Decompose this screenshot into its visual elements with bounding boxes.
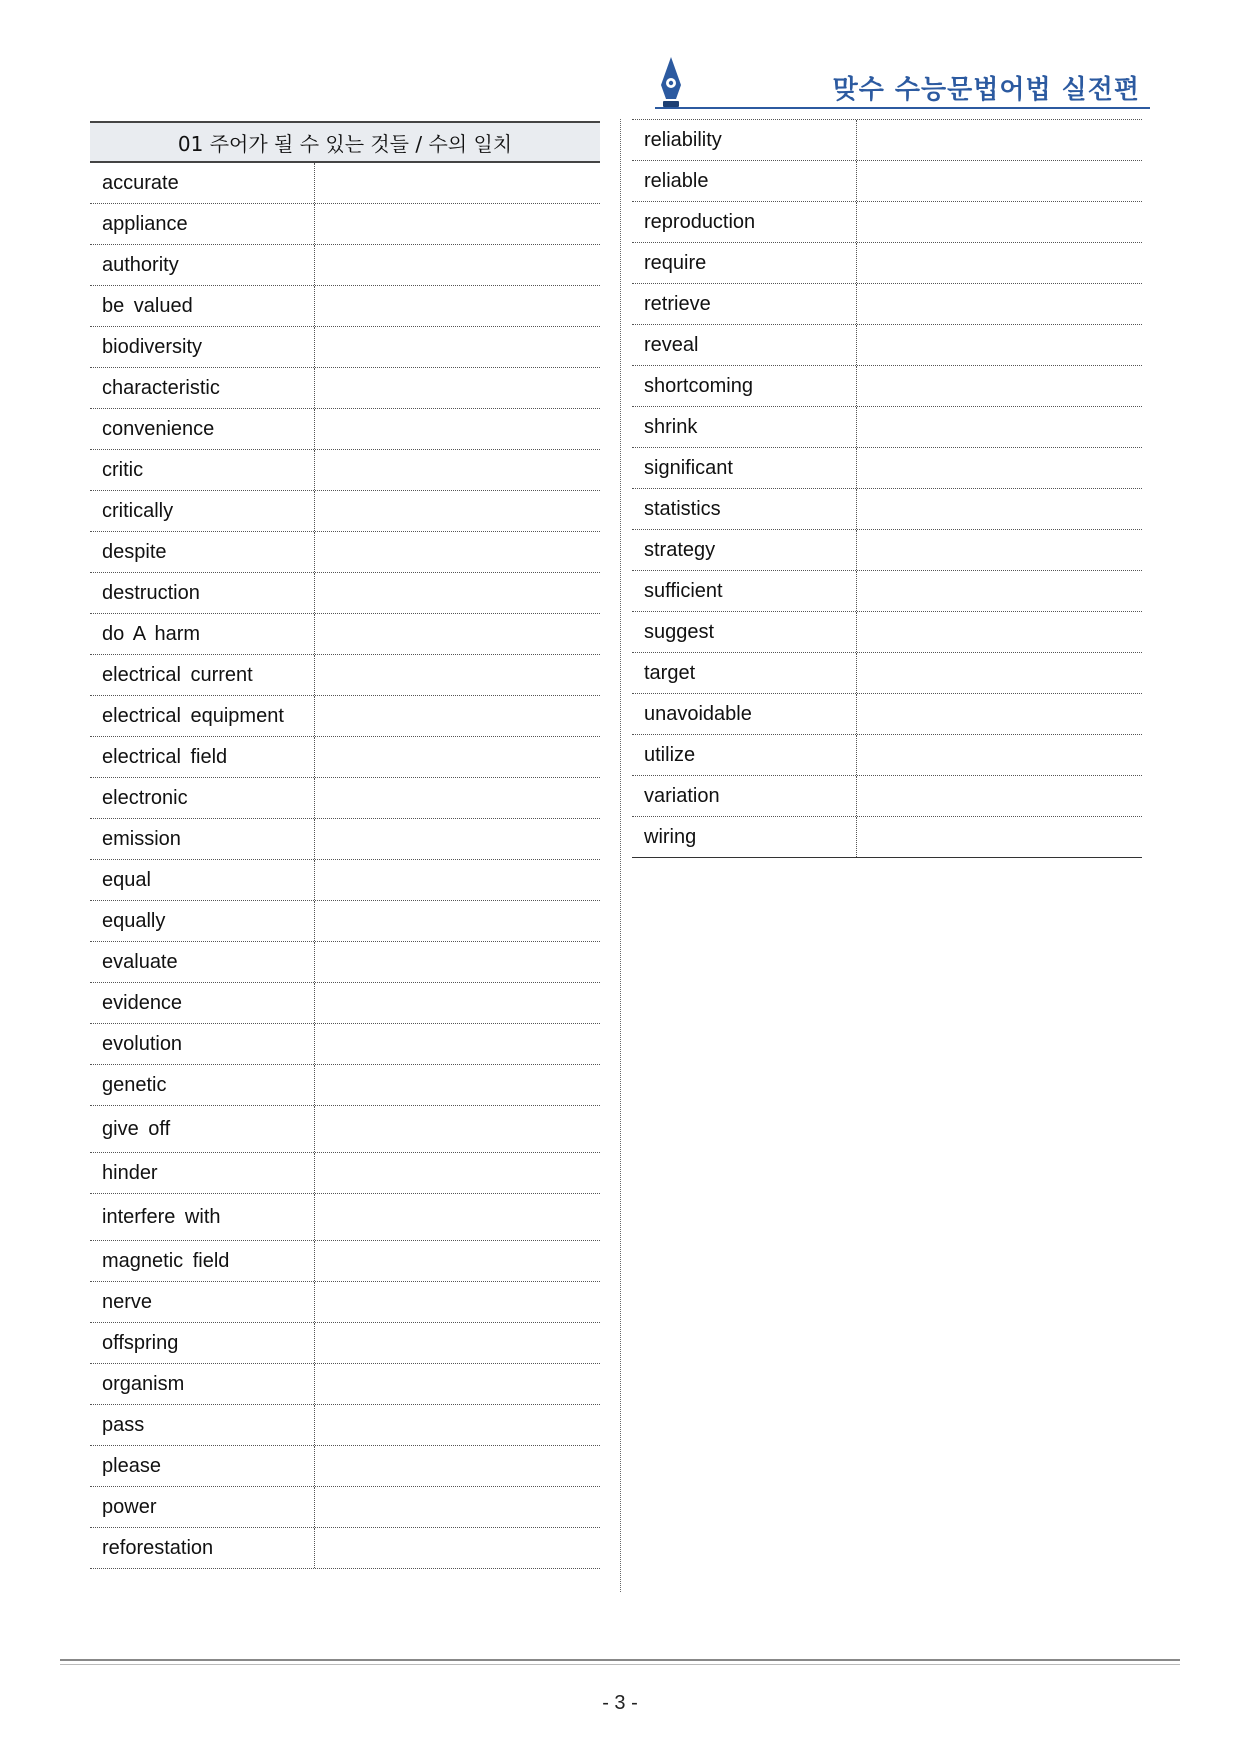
meaning-cell[interactable] <box>315 450 600 490</box>
meaning-cell[interactable] <box>315 819 600 859</box>
vocab-word: equal <box>90 860 315 900</box>
vocab-word: appliance <box>90 204 315 244</box>
vocab-word: sufficient <box>632 571 857 611</box>
meaning-cell[interactable] <box>315 573 600 613</box>
meaning-cell[interactable] <box>315 1405 600 1445</box>
meaning-cell[interactable] <box>315 983 600 1023</box>
vocab-row <box>90 491 600 532</box>
vocab-word: pass <box>90 1405 315 1445</box>
meaning-cell[interactable] <box>315 901 600 941</box>
vocab-row <box>90 286 600 327</box>
vocab-word: biodiversity <box>90 327 315 367</box>
meaning-cell[interactable] <box>857 243 1142 283</box>
vocab-word: despite <box>90 532 315 572</box>
vocab-row <box>90 614 600 655</box>
vocab-row <box>632 571 1142 612</box>
vocab-row <box>632 243 1142 284</box>
vocab-row <box>90 163 600 204</box>
meaning-cell[interactable] <box>857 776 1142 816</box>
vocab-row <box>90 983 600 1024</box>
vocab-row <box>90 696 600 737</box>
vocab-word: nerve <box>90 1282 315 1322</box>
vocab-row <box>90 1364 600 1405</box>
vocab-row <box>632 735 1142 776</box>
meaning-cell[interactable] <box>315 1106 600 1152</box>
vocab-word: electrical equipment <box>90 696 315 736</box>
vocab-row <box>632 161 1142 202</box>
meaning-cell[interactable] <box>315 1194 600 1240</box>
vocab-row <box>632 366 1142 407</box>
vocab-word: variation <box>632 776 857 816</box>
footer-rule <box>60 1659 1180 1665</box>
vocab-word: authority <box>90 245 315 285</box>
vocab-row <box>632 407 1142 448</box>
meaning-cell[interactable] <box>315 491 600 531</box>
meaning-cell[interactable] <box>857 653 1142 693</box>
vocab-row <box>632 653 1142 694</box>
vocab-word: utilize <box>632 735 857 775</box>
vocab-word: evolution <box>90 1024 315 1064</box>
meaning-cell[interactable] <box>315 1241 600 1281</box>
vocab-word: electrical field <box>90 737 315 777</box>
vocab-word: require <box>632 243 857 283</box>
vocab-row <box>90 1153 600 1194</box>
vocab-word: reveal <box>632 325 857 365</box>
meaning-cell[interactable] <box>315 327 600 367</box>
vocab-row <box>90 409 600 450</box>
vocab-word: destruction <box>90 573 315 613</box>
vocab-word: critic <box>90 450 315 490</box>
vocab-row <box>90 1106 600 1153</box>
meaning-cell[interactable] <box>857 448 1142 488</box>
meaning-cell[interactable] <box>315 245 600 285</box>
vocab-word: unavoidable <box>632 694 857 734</box>
meaning-cell[interactable] <box>315 1528 600 1568</box>
meaning-cell[interactable] <box>857 366 1142 406</box>
meaning-cell[interactable] <box>315 286 600 326</box>
vocab-row <box>90 532 600 573</box>
vocab-word: wiring <box>632 817 857 857</box>
vocab-row <box>632 530 1142 571</box>
meaning-cell[interactable] <box>315 614 600 654</box>
meaning-cell[interactable] <box>857 284 1142 324</box>
vocab-word: shortcoming <box>632 366 857 406</box>
vocab-word: interfere with <box>90 1194 315 1240</box>
meaning-cell[interactable] <box>315 778 600 818</box>
vocab-row <box>90 1282 600 1323</box>
vocab-word: equally <box>90 901 315 941</box>
meaning-cell[interactable] <box>857 325 1142 365</box>
vocab-word: be valued <box>90 286 315 326</box>
meaning-cell[interactable] <box>315 1446 600 1486</box>
vocab-word: retrieve <box>632 284 857 324</box>
meaning-cell[interactable] <box>315 1065 600 1105</box>
meaning-cell[interactable] <box>857 120 1142 160</box>
vocab-row <box>632 325 1142 366</box>
vocab-word: hinder <box>90 1153 315 1193</box>
meaning-cell[interactable] <box>315 942 600 982</box>
vocab-table-left <box>90 121 600 1569</box>
meaning-cell[interactable] <box>315 1364 600 1404</box>
meaning-cell[interactable] <box>315 1282 600 1322</box>
meaning-cell[interactable] <box>857 161 1142 201</box>
vocab-word: suggest <box>632 612 857 652</box>
vocab-row <box>632 776 1142 817</box>
vocab-word: reforestation <box>90 1528 315 1568</box>
vocab-row <box>90 245 600 286</box>
vocab-word: strategy <box>632 530 857 570</box>
meaning-cell[interactable] <box>315 1153 600 1193</box>
meaning-cell[interactable] <box>315 409 600 449</box>
vocab-word: emission <box>90 819 315 859</box>
meaning-cell[interactable] <box>857 571 1142 611</box>
vocab-word: characteristic <box>90 368 315 408</box>
page-header <box>655 55 1150 115</box>
vocab-row <box>632 612 1142 653</box>
vocab-row <box>90 450 600 491</box>
meaning-cell[interactable] <box>857 694 1142 734</box>
meaning-cell[interactable] <box>315 1487 600 1527</box>
vocab-word: offspring <box>90 1323 315 1363</box>
vocab-word: magnetic field <box>90 1241 315 1281</box>
vocab-row <box>90 778 600 819</box>
meaning-cell[interactable] <box>315 163 600 203</box>
vocab-row <box>90 1528 600 1569</box>
vocab-row <box>90 942 600 983</box>
meaning-cell[interactable] <box>315 1024 600 1064</box>
meaning-cell[interactable] <box>315 532 600 572</box>
vocab-row <box>90 368 600 409</box>
vocab-word: power <box>90 1487 315 1527</box>
pen-nib-icon <box>655 55 687 111</box>
meaning-cell[interactable] <box>315 204 600 244</box>
section-title: 01 주어가 될 수 있는 것들 / 수의 일치 <box>90 121 600 163</box>
vocab-row <box>90 573 600 614</box>
meaning-cell[interactable] <box>315 1323 600 1363</box>
vocab-row <box>632 284 1142 325</box>
vocab-word: reliability <box>632 120 857 160</box>
vocab-row <box>90 1024 600 1065</box>
vocab-word: do A harm <box>90 614 315 654</box>
vocab-word: organism <box>90 1364 315 1404</box>
page-number: - 3 - <box>602 1692 638 1714</box>
meaning-cell[interactable] <box>315 860 600 900</box>
meaning-cell[interactable] <box>857 817 1142 857</box>
meaning-cell[interactable] <box>315 368 600 408</box>
vocab-row <box>632 817 1142 858</box>
vocab-row <box>90 901 600 942</box>
vocab-row <box>90 327 600 368</box>
vocab-row <box>632 694 1142 735</box>
vocab-word: shrink <box>632 407 857 447</box>
vocab-row <box>90 1241 600 1282</box>
meaning-cell[interactable] <box>857 202 1142 242</box>
vocab-row <box>90 1194 600 1241</box>
vocab-word: electronic <box>90 778 315 818</box>
vocab-row <box>632 448 1142 489</box>
vocab-word: genetic <box>90 1065 315 1105</box>
vocab-row <box>90 737 600 778</box>
meaning-cell[interactable] <box>857 407 1142 447</box>
vocab-word: electrical current <box>90 655 315 695</box>
meaning-cell[interactable] <box>857 530 1142 570</box>
vocab-row <box>90 1446 600 1487</box>
meaning-cell[interactable] <box>857 489 1142 529</box>
vocab-word: significant <box>632 448 857 488</box>
header-title: 맞수 수능문법어법 실전편 <box>832 75 1140 105</box>
vocab-row <box>90 1487 600 1528</box>
vocab-word: convenience <box>90 409 315 449</box>
vocab-row <box>90 204 600 245</box>
vocab-row <box>632 202 1142 243</box>
column-divider <box>620 119 621 1592</box>
meaning-cell[interactable] <box>315 737 600 777</box>
vocab-row <box>90 655 600 696</box>
vocab-row <box>90 819 600 860</box>
meaning-cell[interactable] <box>857 735 1142 775</box>
vocab-word: statistics <box>632 489 857 529</box>
vocab-word: reliable <box>632 161 857 201</box>
vocab-row <box>90 1405 600 1446</box>
vocab-word: please <box>90 1446 315 1486</box>
vocab-row <box>632 489 1142 530</box>
vocab-word: accurate <box>90 163 315 203</box>
vocab-word: target <box>632 653 857 693</box>
vocab-row <box>90 860 600 901</box>
vocab-word: give off <box>90 1106 315 1152</box>
meaning-cell[interactable] <box>857 612 1142 652</box>
header-rule <box>655 107 1150 109</box>
vocab-row <box>90 1065 600 1106</box>
vocab-row <box>90 1323 600 1364</box>
meaning-cell[interactable] <box>315 655 600 695</box>
meaning-cell[interactable] <box>315 696 600 736</box>
vocab-word: reproduction <box>632 202 857 242</box>
vocab-word: evidence <box>90 983 315 1023</box>
vocab-word: critically <box>90 491 315 531</box>
vocab-row <box>632 119 1142 161</box>
vocab-word: evaluate <box>90 942 315 982</box>
vocab-table-right <box>632 119 1142 858</box>
